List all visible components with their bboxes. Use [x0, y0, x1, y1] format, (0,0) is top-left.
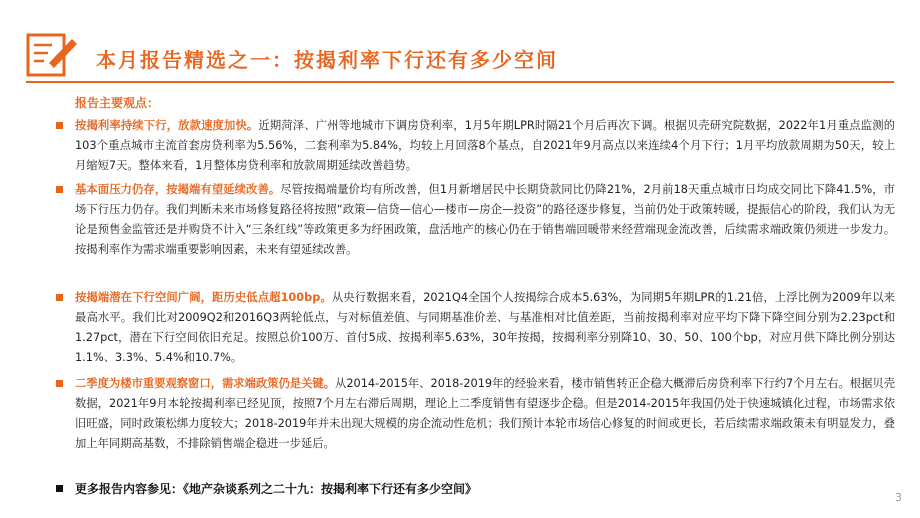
point-text	[75, 288, 895, 368]
point-lead: 按揭利率持续下行，放款速度加快。	[75, 119, 259, 132]
title-divider	[26, 81, 894, 83]
page-number: 3	[895, 491, 902, 504]
point-item	[55, 374, 895, 454]
point-body: 近期菏泽、广州等地城市下调房贷利率，1月5年期LPR时隔21个月后再次下调。根据贝壳研究院数据，2022年1月重点监测的103个重点城市主流首套房贷利率为5.56%，二套利率为5.84%，均较上月回落8个基点，自2021年9月高点以来连续4个月下行；1月平均放款周期为50天，较上月缩短7天。整体来看，1月整体房贷利率和放款周期延续改善趋势。	[75, 119, 895, 172]
point-item	[55, 116, 895, 176]
point-lead: 按揭端潜在下行空间广阔，距历史低点超100bp。	[75, 291, 332, 304]
more-reports-text: 更多报告内容参见：《地产杂谈系列之二十九：按揭利率下行还有多少空间》	[75, 482, 478, 496]
point-lead: 二季度为楼市重要观察窗口，需求端政策仍是关键。	[75, 377, 336, 390]
point-text	[75, 116, 895, 176]
point-item	[55, 180, 895, 260]
section-label: 报告主要观点：	[75, 96, 160, 110]
point-text	[75, 180, 895, 260]
point-lead: 基本面压力仍存，按揭端有望延续改善。	[75, 183, 281, 196]
page-title: 本月报告精选之一：按揭利率下行还有多少空间	[96, 48, 558, 72]
bullet-square-icon	[56, 122, 63, 129]
point-body: 从央行数据来看，2021Q4全国个人按揭综合成本5.63%，为同期5年期LPR的1.21倍，上浮比例为2009年以来最高水平。我们比对2009Q2和2016Q3两轮低点，与对标值差值、与同期基准价差、与基准相对比值差距，当前按揭利率对应平均下降下降空间分别为2.23pct和1.27pct，潜在下行空间依旧充足。按照总价100万、首付5成、按揭利率5.63%，30年按揭，按揭利率分别降10、30、50、100个bp，对应月供下降比例分别达1.1%、3.3%、5.4%和10.7%。	[75, 291, 895, 364]
bullet-square-icon	[56, 380, 63, 387]
more-reports-link[interactable]	[55, 480, 477, 497]
point-item	[55, 288, 895, 368]
point-text	[75, 374, 895, 454]
bullet-square-icon	[56, 294, 63, 301]
bullet-square-icon	[56, 186, 63, 193]
point-body: 尽管按揭端量价均有所改善，但1月新增居民中长期贷款同比仍降21%，2月前18天重点城市日均成交同比下降41.5%，市场下行压力仍存。我们判断未来市场修复路径将按照“政策—信贷—信心—楼市—房企—投资”的路径逐步修复，当前仍处于政策转暖，提振信心的阶段，我们认为无论是预售金监管还是并购贷不计入“三条红线”等政策更多为纾困政策，盘活地产的核心仍在于销售端回暖带来经营端现金流改善，后续需求端政策仍须进一步发力。按揭利率作为需求端重要影响因素，未来有望延续改善。	[75, 183, 895, 256]
pencil-note-icon	[26, 33, 80, 77]
bullet-square-icon	[56, 485, 63, 492]
point-body: 从2014-2015年、2018-2019年的经验来看，楼市销售转正企稳大概滞后房贷利率下行约7个月左右。根据贝壳数据，2021年9月本轮按揭利率已经见顶，按照7个月左右滞后周期，理论上二季度销售有望逐步企稳。但是2014-2015年我国仍处于快速城镇化过程，市场需求依旧旺盛，同时政策松绑力度较大；2018-2019年并未出现大规模的房企流动性危机；我们预计本轮市场信心修复的时间或更长，若后续需求端政策未有明显发力，叠加上年同期高基数，不排除销售端企稳进一步延后。	[75, 377, 895, 450]
